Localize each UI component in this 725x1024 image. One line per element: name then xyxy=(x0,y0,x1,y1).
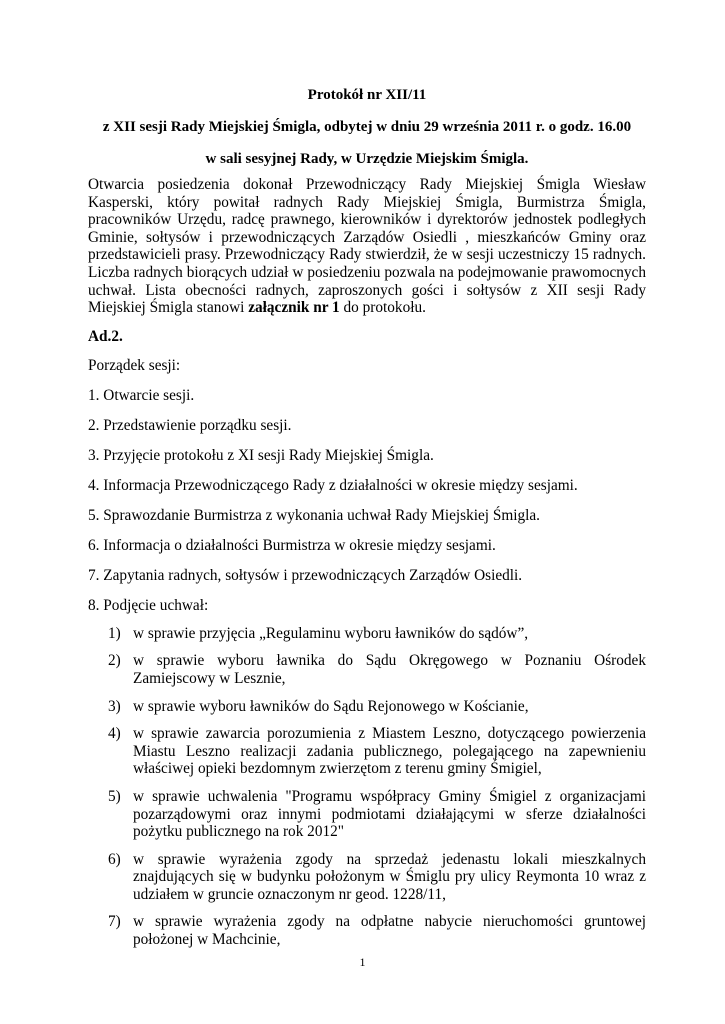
resolution-number: 6) xyxy=(108,850,121,868)
venue-line: w sali sesyjnej Rady, w Urzędzie Miejskim Śmigla. xyxy=(205,151,529,167)
resolution-number: 3) xyxy=(108,697,121,715)
resolution-number: 4) xyxy=(108,725,121,743)
resolution-item xyxy=(88,913,646,948)
resolution-item xyxy=(88,652,646,687)
resolution-text: w sprawie wyrażenia zgody na odpłatne nabycie nieruchomości gruntowej położonej w Machcinie, xyxy=(133,913,646,949)
resolution-item xyxy=(88,725,646,778)
resolution-number: 1) xyxy=(108,624,121,642)
intro-text: Otwarcia posiedzenia dokonał Przewodniczący Rady Miejskiej Śmigla Wiesław Kasperski, który powitał radnych Rady Miejskiej Śmigla, Burmistrza Śmigla, pracowników Urzędu, radcę prawnego, kierowników i dyrektorów jednostek podległych Gminie, sołtysów i przewodniczących Zarządów Osiedli , mieszkańców Gminy oraz przedstawicieli prasy. Przewodniczący Rady stwierdził, że w sesji uczestniczy 15 radnych. Liczba radnych biorących udział w posiedzeniu pozwala na podejmowanie prawomocnych uchwał. Lista obecności radnych, zaproszonych gości i sołtysów z XII sesji Rady Miejskiej Śmigla stanowi xyxy=(88,176,646,317)
resolution-item xyxy=(88,788,646,841)
page-number: 1 xyxy=(359,955,366,969)
section-heading: Ad.2. xyxy=(88,327,123,345)
resolution-list xyxy=(88,625,646,949)
resolution-item xyxy=(88,851,646,904)
intro-text-end: do protokołu. xyxy=(339,299,426,317)
resolution-text: w sprawie wyboru ławnika do Sądu Okręgowego w Poznaniu Ośrodek Zamiejscowy w Lesznie, xyxy=(133,652,646,687)
document-page xyxy=(88,87,646,949)
resolution-text: w sprawie uchwalenia "Programu współpracy Gminy Śmigiel z organizacjami pozarządowymi oraz innymi podmiotami działającymi w sferze działalności pożytku publicznego na rok 2012" xyxy=(133,787,646,841)
attachment-reference: załącznik nr 1 xyxy=(248,299,340,317)
protocol-title: Protokół nr XII/11 xyxy=(307,87,427,103)
agenda-list xyxy=(88,387,646,615)
agenda-item: 3. Przyjęcie protokołu z XI sesji Rady Miejskiej Śmigla. xyxy=(88,446,434,464)
session-subtitle: z XII sesji Rady Miejskiej Śmigla, odbytej w dniu 29 września 2011 r. o godz. 16.00 xyxy=(102,119,632,135)
resolution-text: w sprawie wyboru ławników do Sądu Rejonowego w Kościanie, xyxy=(133,697,529,715)
agenda-label: Porządek sesji: xyxy=(88,356,181,374)
resolution-text: w sprawie wyrażenia zgody na sprzedaż jedenastu lokali mieszkalnych znajdujących się w budynku położonym w Śmiglu pry ulicy Reymonta 10 wraz z udziałem w gruncie oznaczonym nr geod. 1228/11, xyxy=(133,850,646,903)
resolution-number: 5) xyxy=(108,787,121,805)
agenda-item: 7. Zapytania radnych, sołtysów i przewodniczących Zarządów Osiedli. xyxy=(88,566,523,584)
agenda-item: 4. Informacja Przewodniczącego Rady z działalności w okresie między sesjami. xyxy=(88,476,578,494)
resolution-number: 2) xyxy=(108,652,121,670)
resolution-text: w sprawie przyjęcia „Regulaminu wyboru ławników do sądów”, xyxy=(133,624,529,642)
agenda-item: 2. Przedstawienie porządku sesji. xyxy=(88,416,292,434)
intro-paragraph xyxy=(88,176,646,317)
agenda-item: 8. Podjęcie uchwał: xyxy=(88,596,209,614)
agenda-item: 6. Informacja o działalności Burmistrza w okresie między sesjami. xyxy=(88,536,496,554)
agenda-item: 5. Sprawozdanie Burmistrza z wykonania uchwał Rady Miejskiej Śmigla. xyxy=(88,506,541,524)
resolution-text: w sprawie zawarcia porozumienia z Miastem Leszno, dotyczącego powierzenia Miastu Leszno realizacji zadania publicznego, polegającego na zapewnieniu właściwej opieki bezdomnym zwierzętom z terenu gminy Śmigiel, xyxy=(133,725,646,778)
agenda-item: 1. Otwarcie sesji. xyxy=(88,386,195,404)
resolution-item xyxy=(88,698,646,716)
resolution-number: 7) xyxy=(108,913,121,931)
resolution-item xyxy=(88,625,646,643)
